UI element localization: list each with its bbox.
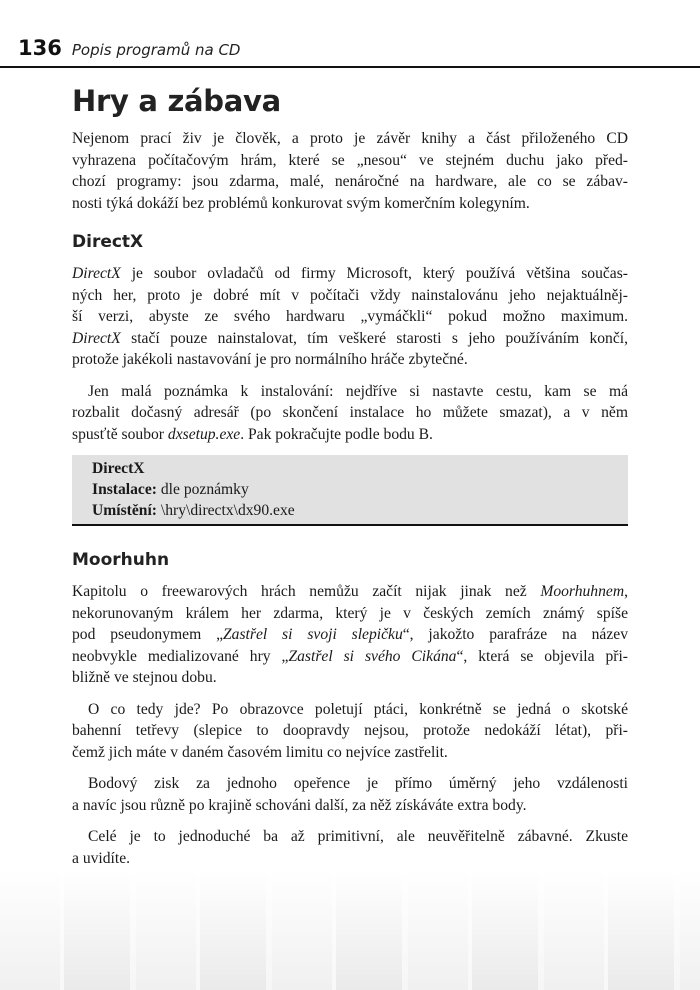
text-segment: vyhrazena počítačovým hrám, které se „nesou“ ve stejném duchu jako před- bbox=[72, 151, 628, 169]
paragraph bbox=[72, 381, 628, 446]
decorative-background-screenshots bbox=[0, 870, 700, 990]
text-line bbox=[72, 742, 628, 764]
text-segment: bahenní tetřevy (slepice to doopravdy nejsou, protože nedokáží létat), při- bbox=[72, 722, 628, 739]
running-title: Popis programů na CD bbox=[71, 41, 241, 59]
program-name bbox=[92, 458, 628, 479]
italic-text: Zastřel si svého Cikána bbox=[288, 647, 457, 665]
text-segment: Kapitolu o freewarových hrách nemůžu začít nijak jinak než bbox=[72, 583, 541, 600]
text-segment: O co tedy jde? Po obrazovce poletují ptáci, konkrétně se jedná o skotské bbox=[88, 700, 628, 718]
text-line bbox=[72, 848, 628, 870]
text-line bbox=[72, 349, 628, 371]
text-segment: , bbox=[624, 583, 628, 600]
text-segment: Celé je to jednoduché ba až primitivní, ale neuvěřitelně zábavné. Zkuste bbox=[88, 828, 628, 845]
text-segment: stačí pouze nainstalovat, tím veškeré starosti s jeho používáním končí, bbox=[120, 329, 628, 347]
text-segment: čemž jich máte v daném časovém limitu co nejvíce zastřelit. bbox=[72, 743, 448, 761]
running-header bbox=[18, 36, 240, 60]
text-segment: a navíc jsou různě po krajině schováni další, za něž získáváte extra body. bbox=[72, 796, 527, 814]
chapter-title: Hry a zábava bbox=[72, 84, 281, 118]
italic-text: dxsetup.exe bbox=[167, 425, 241, 443]
text-line bbox=[72, 826, 628, 848]
text-segment: bližně ve stejnou dobu. bbox=[72, 669, 217, 686]
text-segment: ných her, proto je dobré mít v počítači vždy nainstalovánu jeho nejaktuálněj- bbox=[72, 286, 628, 304]
italic-text: Moorhuhnem bbox=[540, 583, 625, 600]
text-segment: ší verzi, abyste ze svého hardwaru „vymáčkli“ pokud možno maximum. bbox=[72, 308, 628, 325]
text-segment: je soubor ovladačů od firmy Microsoft, který používá většina součas- bbox=[120, 265, 628, 282]
location-value: \hry\directx\dx90.exe bbox=[156, 502, 295, 519]
text-line bbox=[72, 646, 628, 668]
text-segment: nosti týká dokáží bez problémů konkurovat svým komerčním kolegyním. bbox=[72, 194, 530, 212]
location-label: Umístění: bbox=[92, 502, 157, 519]
section-heading: DirectX bbox=[72, 232, 144, 252]
text-segment: a uvidíte. bbox=[72, 849, 131, 867]
text-line bbox=[72, 381, 628, 403]
italic-text: Zastřel si svoji slepičku bbox=[223, 626, 403, 643]
text-segment: spusťtě soubor bbox=[72, 425, 168, 443]
intro-paragraph bbox=[72, 128, 628, 214]
text-segment: “, jakožto parafráze na název bbox=[402, 626, 628, 643]
text-line bbox=[72, 720, 628, 742]
section-heading: Moorhuhn bbox=[72, 550, 170, 570]
text-segment: Nejenom prací živ je člověk, a proto je závěr knihy a část přiloženého CD bbox=[72, 130, 628, 147]
page-content bbox=[72, 84, 628, 869]
text-segment: chozí programy: jsou zdarma, malé, nenáročné na hardware, ale co se zábav- bbox=[72, 173, 628, 190]
text-line bbox=[72, 581, 628, 603]
text-segment: . Pak pokračujte podle bodu B. bbox=[240, 425, 433, 443]
install-row bbox=[92, 479, 628, 500]
install-label: Instalace: bbox=[92, 481, 157, 498]
text-segment: nekorunovaným králem her zdarma, který je v českých zemích známý spíše bbox=[72, 604, 628, 622]
text-segment: neobvykle medializované hry „ bbox=[72, 647, 289, 665]
text-segment: rozbalit dočasný adresář (po skončení instalace ho můžete smazat), a v něm bbox=[72, 404, 628, 421]
text-line bbox=[72, 171, 628, 193]
text-segment: pod pseudonymem „ bbox=[72, 626, 223, 643]
page-number: 136 bbox=[18, 36, 62, 60]
text-line bbox=[72, 263, 628, 285]
text-line bbox=[72, 128, 628, 150]
text-line bbox=[72, 795, 628, 817]
text-line bbox=[72, 667, 628, 689]
section-directx bbox=[72, 232, 628, 526]
paragraph bbox=[72, 773, 628, 816]
text-line bbox=[72, 285, 628, 307]
section-moorhuhn bbox=[72, 550, 628, 869]
text-line bbox=[72, 624, 628, 646]
italic-text: DirectX bbox=[72, 329, 121, 347]
program-name-text: DirectX bbox=[92, 460, 145, 477]
paragraph bbox=[72, 263, 628, 371]
header-rule bbox=[0, 66, 700, 68]
program-info-box bbox=[72, 455, 628, 526]
text-line bbox=[72, 603, 628, 625]
text-line bbox=[72, 402, 628, 424]
italic-text: DirectX bbox=[72, 265, 121, 282]
text-segment: “, která se objevila při- bbox=[456, 647, 629, 665]
text-line bbox=[72, 699, 628, 721]
install-value: dle poznámky bbox=[156, 481, 249, 498]
paragraph bbox=[72, 826, 628, 869]
text-segment: Jen malá poznámka k instalování: nejdříve si nastavte cestu, kam se má bbox=[88, 382, 628, 400]
location-row bbox=[92, 500, 628, 521]
text-line bbox=[72, 424, 628, 446]
text-line bbox=[72, 306, 628, 328]
text-line bbox=[72, 150, 628, 172]
text-line bbox=[72, 328, 628, 350]
paragraph bbox=[72, 699, 628, 764]
text-segment: protože jakékoli nastavování je pro normálního hráče zbytečné. bbox=[72, 351, 468, 368]
paragraph bbox=[72, 581, 628, 689]
text-line bbox=[72, 773, 628, 795]
text-line bbox=[72, 193, 628, 215]
text-segment: Bodový zisk za jednoho opeřence je přímo úměrný jeho vzdálenosti bbox=[88, 775, 628, 792]
